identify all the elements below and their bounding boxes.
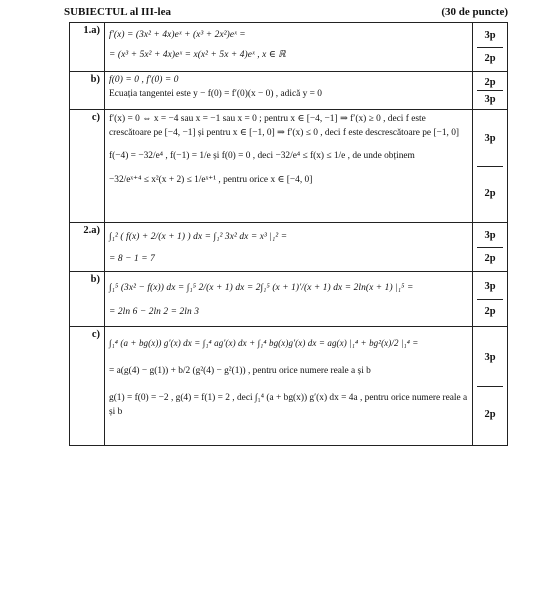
points-value: 2p xyxy=(484,252,496,264)
points-value: 2p xyxy=(484,52,496,64)
row-solution xyxy=(105,23,473,72)
points-value: 3p xyxy=(484,93,496,105)
row-2a xyxy=(70,223,508,272)
section-header xyxy=(64,6,508,18)
row-points xyxy=(473,223,508,272)
solution-line: ∫₁⁴ (a + bg(x)) g′(x) dx = ∫₁⁴ ag′(x) dx + ∫₁⁴ bg(x)g′(x) dx = ag(x) |₁⁴ + bg²(x)/2 |₁⁴ = xyxy=(109,338,419,348)
row-points xyxy=(473,72,508,110)
row-solution xyxy=(105,327,473,446)
points-value: 3p xyxy=(477,25,503,48)
row-solution xyxy=(105,272,473,327)
solution-line: g(1) = f(0) = −2 , g(4) = f(1) = 2 , deci ∫₁⁴ (a + bg(x)) g′(x) dx = 4a , pentru orice numere reale a și b xyxy=(109,393,468,417)
row-label: 1.a) xyxy=(70,23,105,72)
points-value: 3p xyxy=(477,112,503,167)
row-points xyxy=(473,23,508,72)
row-solution xyxy=(105,72,473,110)
solution-line: f′(x) = 0 ⇔ x = −4 sau x = −1 sau x = 0 ; pentru x ∈ [−4, −1] ⇒ f′(x) ≥ 0 , deci f este crescătoare pe [−4, −1] și pentru x ∈ [−1, 0] ⇒ f′(x) ≤ 0 , deci f este descrescătoare pe [−1, 0] xyxy=(109,114,460,138)
row-label: b) xyxy=(70,72,105,110)
row-2b xyxy=(70,272,508,327)
section-title: SUBIECTUL al III-lea xyxy=(64,6,171,18)
row-solution xyxy=(105,223,473,272)
points-value: 2p xyxy=(477,74,503,91)
points-value: 2p xyxy=(484,187,496,199)
solution-line: = a(g(4) − g(1)) + b/2 (g²(4) − g²(1)) , pentru orice numere reale a și b xyxy=(109,365,371,376)
solution-line: −32/eˣ⁺⁴ ≤ x²(x + 2) ≤ 1/eˣ⁺¹ , pentru orice x ∈ [−4, 0] xyxy=(109,174,313,185)
points-value: 3p xyxy=(477,329,503,387)
solution-line: = 2ln 6 − 2ln 2 = 2ln 3 xyxy=(109,306,200,317)
section-points: (30 de puncte) xyxy=(441,6,508,18)
points-value: 2p xyxy=(484,409,496,421)
solution-line: ∫₁⁵ (3x² − f(x)) dx = ∫₁⁵ 2/(x + 1) dx = 2∫₁⁵ (x + 1)′/(x + 1) dx = 2ln(x + 1) |₁⁵ = xyxy=(109,283,414,293)
row-solution xyxy=(105,110,473,223)
points-value: 2p xyxy=(484,306,496,318)
row-1b xyxy=(70,72,508,110)
row-label: 2.a) xyxy=(70,223,105,272)
row-label: c) xyxy=(70,327,105,446)
points-value: 3p xyxy=(477,274,503,300)
solution-line: f(−4) = −32/e⁴ , f(−1) = 1/e și f(0) = 0 , deci −32/e⁴ ≤ f(x) ≤ 1/e , de unde obținem xyxy=(109,151,415,161)
row-2c xyxy=(70,327,508,446)
row-1c xyxy=(70,110,508,223)
row-points xyxy=(473,110,508,223)
points-value: 3p xyxy=(477,225,503,248)
solution-line: f′(x) = (3x² + 4x)eˣ + (x³ + 2x²)eˣ = xyxy=(109,30,246,40)
scoring-table xyxy=(69,22,508,446)
solution-line: Ecuația tangentei este y − f(0) = f′(0)(x − 0) , adică y = 0 xyxy=(109,88,322,99)
solution-line: = 8 − 1 = 7 xyxy=(109,253,155,264)
solution-line: = (x³ + 5x² + 4x)eˣ = x(x² + 5x + 4)eˣ , x ∈ ℝ xyxy=(109,49,286,60)
row-label: b) xyxy=(70,272,105,327)
row-label: c) xyxy=(70,110,105,223)
row-points xyxy=(473,272,508,327)
solution-line: ∫₁² ( f(x) + 2/(x + 1) ) dx = ∫₁² 3x² dx = x³ |₁² = xyxy=(109,232,288,242)
row-1a xyxy=(70,23,508,72)
row-points xyxy=(473,327,508,446)
solution-line: f(0) = 0 , f′(0) = 0 xyxy=(109,75,179,85)
